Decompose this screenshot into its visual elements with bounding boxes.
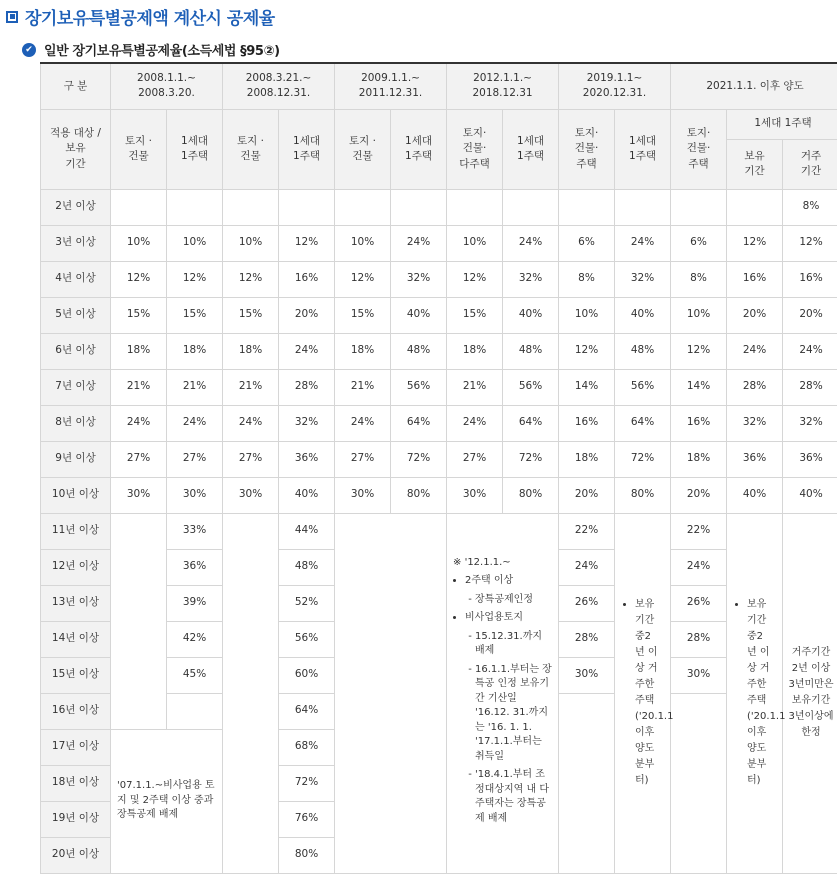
square-bullet-icon (6, 11, 18, 23)
table-cell: 72% (279, 765, 335, 801)
table-cell: 토지 · (125, 134, 152, 147)
table-cell: 10% (335, 225, 391, 261)
empty-cell (335, 513, 447, 873)
table-cell: 거주 (800, 149, 822, 162)
table-cell: 15% (447, 297, 503, 333)
table-cell: 30% (671, 657, 727, 693)
table-cell: 28% (727, 369, 783, 405)
empty-cell (111, 513, 167, 729)
table-cell: 30% (559, 657, 615, 693)
table-cell: 10% (671, 297, 727, 333)
note-reside-2021: 거주기간 2년 이상 3년미만은 보유기간 3년이상에 한정 (783, 513, 837, 873)
table-cell: 24% (727, 333, 783, 369)
table-cell (559, 189, 615, 225)
table-cell: 22% (671, 513, 727, 549)
table-cell: 56% (391, 369, 447, 405)
table-cell: 48% (391, 333, 447, 369)
table-cell: 40% (783, 477, 837, 513)
page-title-text: 장기보유특별공제액 계산시 공제율 (25, 9, 275, 29)
table-cell: - 15.12.31.까지 배제 (475, 630, 552, 659)
table-cell: 27% (111, 441, 167, 477)
table-cell: 52% (279, 585, 335, 621)
table-cell: 21% (167, 369, 223, 405)
empty-cell (559, 693, 615, 873)
table-cell: 10% (167, 225, 223, 261)
empty-cell (223, 513, 279, 873)
table-cell: 40% (727, 477, 783, 513)
header-land-building (223, 109, 279, 189)
table-cell: 2008.3.21.~ (245, 72, 312, 85)
table-cell: 15% (111, 297, 167, 333)
table-cell: 1주택 (629, 150, 656, 162)
note-2008: '07.1.1.~비사업용 토지 및 2주택 이상 중과 장특공제 배제 (111, 729, 223, 873)
header-period (559, 63, 671, 109)
table-cell (223, 189, 279, 225)
table-cell (503, 189, 559, 225)
header-period (447, 63, 559, 109)
page-title (6, 4, 275, 29)
table-cell: 토지· (686, 127, 711, 140)
table-cell: 1주택 (517, 150, 544, 162)
table-cell (615, 189, 671, 225)
table-cell: 80% (615, 477, 671, 513)
table-cell: 64% (615, 405, 671, 441)
table-cell: 30% (167, 477, 223, 513)
table-row (41, 369, 837, 405)
table-cell: 15% (167, 297, 223, 333)
table-cell: 80% (391, 477, 447, 513)
table-cell: 8% (559, 261, 615, 297)
row-label: 6년 이상 (41, 333, 111, 369)
table-cell: 21% (335, 369, 391, 405)
table-cell: 27% (167, 441, 223, 477)
section-title-text: 일반 장기보유특별공제율(소득세법 §95②) (44, 44, 280, 59)
table-cell: 24% (783, 333, 837, 369)
table-row (41, 405, 837, 441)
table-cell: 64% (503, 405, 559, 441)
table-cell: 68% (279, 729, 335, 765)
table-cell: 30% (335, 477, 391, 513)
table-cell: 2018.12.31 (472, 87, 533, 100)
table-cell: 건물· (462, 142, 487, 155)
table-cell: 30% (223, 477, 279, 513)
table-cell: 24% (503, 225, 559, 261)
note-house-2019 (615, 513, 674, 873)
table-cell: • 보유기간 중2년 이상 거주한주택 ('20.1.1 이후 양도분부터) (747, 597, 772, 789)
table-cell: 1세대 (181, 134, 208, 147)
table-cell: 24% (391, 225, 447, 261)
table-cell: 토지 · (237, 134, 264, 147)
table-cell: 6% (671, 225, 727, 261)
table-cell: 26% (559, 585, 615, 621)
table-cell: 1주택 (293, 150, 320, 162)
table-cell: 비사업용토지 (465, 612, 523, 624)
table-cell: 2008.3.20. (138, 87, 195, 100)
table-cell: 10% (447, 225, 503, 261)
table-cell: 32% (503, 261, 559, 297)
header-one-house (391, 109, 447, 189)
table-cell: 12% (671, 333, 727, 369)
table-cell: 56% (615, 369, 671, 405)
table-cell: 토지 · (349, 134, 376, 147)
table-cell: 40% (279, 477, 335, 513)
table-cell: 60% (279, 657, 335, 693)
table-cell: 주택 (576, 157, 597, 170)
table-cell: 30% (111, 477, 167, 513)
note-house-2021 (727, 513, 786, 873)
table-cell: 18% (223, 333, 279, 369)
row-label: 17년 이상 (41, 729, 111, 765)
table-cell: 24% (111, 405, 167, 441)
table-cell: 주택 (688, 157, 709, 170)
table-cell: 건물· (686, 142, 711, 155)
table-cell: - '18.4.1.부터 조정대상지역 내 다주택자는 장특공제 배제 (475, 768, 552, 826)
header-one-house-group: 1세대 1주택 (727, 109, 837, 139)
row-label: 4년 이상 (41, 261, 111, 297)
table-cell: 33% (167, 513, 223, 549)
table-cell: 20% (671, 477, 727, 513)
empty-cell (167, 693, 223, 729)
table-cell: 10% (223, 225, 279, 261)
table-cell: 1세대 (293, 134, 320, 147)
table-cell: 48% (503, 333, 559, 369)
table-cell: 16% (671, 405, 727, 441)
table-cell: 16% (279, 261, 335, 297)
row-label: 20년 이상 (41, 837, 111, 873)
table-cell: 2008.1.1.~ (137, 72, 196, 85)
table-cell: 건물 (128, 150, 149, 162)
table-cell (671, 189, 727, 225)
table-row (41, 513, 837, 549)
row-label: 7년 이상 (41, 369, 111, 405)
table-row (41, 441, 837, 477)
row-label: 2년 이상 (41, 189, 111, 225)
table-cell: 28% (783, 369, 837, 405)
table-cell: 15% (223, 297, 279, 333)
table-cell: 21% (111, 369, 167, 405)
table-cell: 1주택 (181, 150, 208, 162)
table-cell: - 16.1.1.부터는 장특공 인정 보유기간 기산일 '16.12. 31.까지는 '16. 1. 1. '17.1.1.부터는 취득일 (475, 663, 552, 765)
table-cell (335, 189, 391, 225)
table-cell: 32% (783, 405, 837, 441)
header-one-house (615, 109, 671, 189)
row-label: 10년 이상 (41, 477, 111, 513)
table-cell: 건물 (352, 150, 373, 162)
table-cell: 64% (279, 693, 335, 729)
table-row (41, 189, 837, 225)
table-cell: 18% (167, 333, 223, 369)
table-cell: 28% (279, 369, 335, 405)
header-row-types (41, 109, 837, 139)
table-cell: 40% (615, 297, 671, 333)
table-cell: 12% (279, 225, 335, 261)
table-cell: 24% (279, 333, 335, 369)
table-cell (111, 189, 167, 225)
table-cell: 39% (167, 585, 223, 621)
table-cell: 40% (503, 297, 559, 333)
row-label: 9년 이상 (41, 441, 111, 477)
table-cell: 32% (391, 261, 447, 297)
row-label: 3년 이상 (41, 225, 111, 261)
table-cell: 10% (559, 297, 615, 333)
table-cell: 16% (727, 261, 783, 297)
table-cell: 40% (391, 297, 447, 333)
table-cell: 64% (391, 405, 447, 441)
table-cell: 24% (671, 549, 727, 585)
table-cell: 18% (111, 333, 167, 369)
table-cell: 1세대 (629, 134, 656, 147)
table-row (41, 297, 837, 333)
header-land-building-multi (447, 109, 503, 189)
table-cell: 12% (223, 261, 279, 297)
table-cell: 28% (671, 621, 727, 657)
header-one-house (279, 109, 335, 189)
header-apply-target (41, 109, 111, 189)
row-label: 8년 이상 (41, 405, 111, 441)
note-2012 (447, 513, 559, 873)
table-row (41, 225, 837, 261)
table-cell: 44% (279, 513, 335, 549)
row-label: 15년 이상 (41, 657, 111, 693)
table-cell: 14% (559, 369, 615, 405)
table-cell: 24% (223, 405, 279, 441)
table-cell: 14% (671, 369, 727, 405)
table-cell: 24% (447, 405, 503, 441)
table-cell: 16% (783, 261, 837, 297)
table-cell (727, 189, 783, 225)
table-cell: 보유 (65, 142, 86, 155)
table-cell (447, 189, 503, 225)
table-cell: 24% (615, 225, 671, 261)
header-land-building (111, 109, 167, 189)
table-cell (279, 189, 335, 225)
table-cell: 22% (559, 513, 615, 549)
table-cell: 36% (167, 549, 223, 585)
table-cell: 24% (167, 405, 223, 441)
header-period (671, 63, 837, 109)
table-cell: 18% (671, 441, 727, 477)
table-row (41, 477, 837, 513)
table-cell (167, 189, 223, 225)
table-cell: 20% (727, 297, 783, 333)
table-cell: 12% (447, 261, 503, 297)
table-cell: 24% (335, 405, 391, 441)
empty-cell (671, 693, 727, 873)
table-cell: 72% (391, 441, 447, 477)
table-cell: 20% (279, 297, 335, 333)
table-cell: 1세대 (405, 134, 432, 147)
table-cell: 18% (447, 333, 503, 369)
table-cell: 10% (111, 225, 167, 261)
table-cell: 건물· (574, 142, 599, 155)
table-cell: 12% (335, 261, 391, 297)
table-cell: 80% (503, 477, 559, 513)
table-cell: 1주택 (405, 150, 432, 162)
header-one-house (167, 109, 223, 189)
table-cell: 2021.1.1. 이후 양도 (706, 79, 804, 92)
table-cell: 26% (671, 585, 727, 621)
table-cell: 32% (727, 405, 783, 441)
row-label: 14년 이상 (41, 621, 111, 657)
table-cell: 토지· (462, 127, 487, 140)
table-cell: 42% (167, 621, 223, 657)
table-cell: 20% (783, 297, 837, 333)
table-cell (391, 189, 447, 225)
table-cell: 2012.1.1.~ (473, 72, 532, 85)
table-cell: 12% (727, 225, 783, 261)
table-cell: 27% (223, 441, 279, 477)
row-label: 19년 이상 (41, 801, 111, 837)
table-cell: 2019.1.1~ (586, 72, 643, 85)
table-cell: 56% (279, 621, 335, 657)
row-label: 12년 이상 (41, 549, 111, 585)
header-period (111, 63, 223, 109)
table-cell: 32% (615, 261, 671, 297)
table-cell: 48% (615, 333, 671, 369)
table-cell: 2008.12.31. (246, 87, 311, 100)
header-period (335, 63, 447, 109)
table-cell: 21% (447, 369, 503, 405)
row-label: 11년 이상 (41, 513, 111, 549)
table-cell: - 장특공제인정 (475, 593, 552, 608)
table-cell: 27% (335, 441, 391, 477)
section-title (22, 40, 280, 59)
table-cell: 2주택 이상 (465, 575, 514, 587)
table-cell: 24% (559, 549, 615, 585)
table-cell: 20% (559, 477, 615, 513)
table-cell: 76% (279, 801, 335, 837)
table-cell: • 보유기간 중2년 이상 거주한주택 ('20.1.1 이후 양도분부터) (635, 597, 660, 789)
table-cell: 2009.1.1.~ (361, 72, 420, 85)
table-cell: 21% (223, 369, 279, 405)
table-cell: 2011.12.31. (358, 87, 423, 100)
table-cell: 8% (783, 189, 837, 225)
table-cell: 27% (447, 441, 503, 477)
header-hold-period (727, 139, 783, 189)
table-cell: 56% (503, 369, 559, 405)
header-land-building (335, 109, 391, 189)
table-cell: 2020.12.31. (582, 87, 647, 100)
table-cell: 48% (279, 549, 335, 585)
table-cell: 1세대 (517, 134, 544, 147)
header-period (223, 63, 335, 109)
row-label: 18년 이상 (41, 765, 111, 801)
row-label: 16년 이상 (41, 693, 111, 729)
table-row (41, 333, 837, 369)
table-cell: 28% (559, 621, 615, 657)
table-cell: 토지· (574, 127, 599, 140)
table-cell: 32% (279, 405, 335, 441)
table-cell: 80% (279, 837, 335, 873)
table-cell: 기간 (744, 165, 765, 177)
table-row (41, 261, 837, 297)
header-land-building-house (559, 109, 615, 189)
table-cell: 12% (111, 261, 167, 297)
table-cell: 적용 대상 / (50, 127, 101, 140)
table-cell: 18% (335, 333, 391, 369)
row-label: 5년 이상 (41, 297, 111, 333)
table-cell: 72% (615, 441, 671, 477)
table-cell: 36% (783, 441, 837, 477)
table-cell: 18% (559, 441, 615, 477)
table-cell: 12% (559, 333, 615, 369)
header-reside-period (783, 139, 837, 189)
header-land-building-house (671, 109, 727, 189)
table-cell: 다주택 (459, 157, 490, 170)
table-cell: 36% (279, 441, 335, 477)
deduction-rate-table (40, 62, 837, 874)
table-cell: 건물 (240, 150, 261, 162)
table-cell: 12% (167, 261, 223, 297)
table-cell: 8% (671, 261, 727, 297)
table-cell: 12% (783, 225, 837, 261)
table-cell: 36% (727, 441, 783, 477)
table-cell: 기간 (800, 165, 822, 177)
table-cell: 30% (447, 477, 503, 513)
table-cell: ※ '12.1.1.~ (453, 556, 511, 568)
row-label: 13년 이상 (41, 585, 111, 621)
table-cell: 45% (167, 657, 223, 693)
table-cell: 15% (335, 297, 391, 333)
header-gubun: 구 분 (41, 63, 111, 109)
table-cell: 6% (559, 225, 615, 261)
header-one-house (503, 109, 559, 189)
table-cell: 보유 (744, 149, 765, 162)
header-row-periods (41, 63, 837, 109)
table-cell: 16% (559, 405, 615, 441)
table-cell: 기간 (65, 157, 86, 170)
table-cell: 72% (503, 441, 559, 477)
check-circle-icon: ✔ (22, 43, 36, 57)
